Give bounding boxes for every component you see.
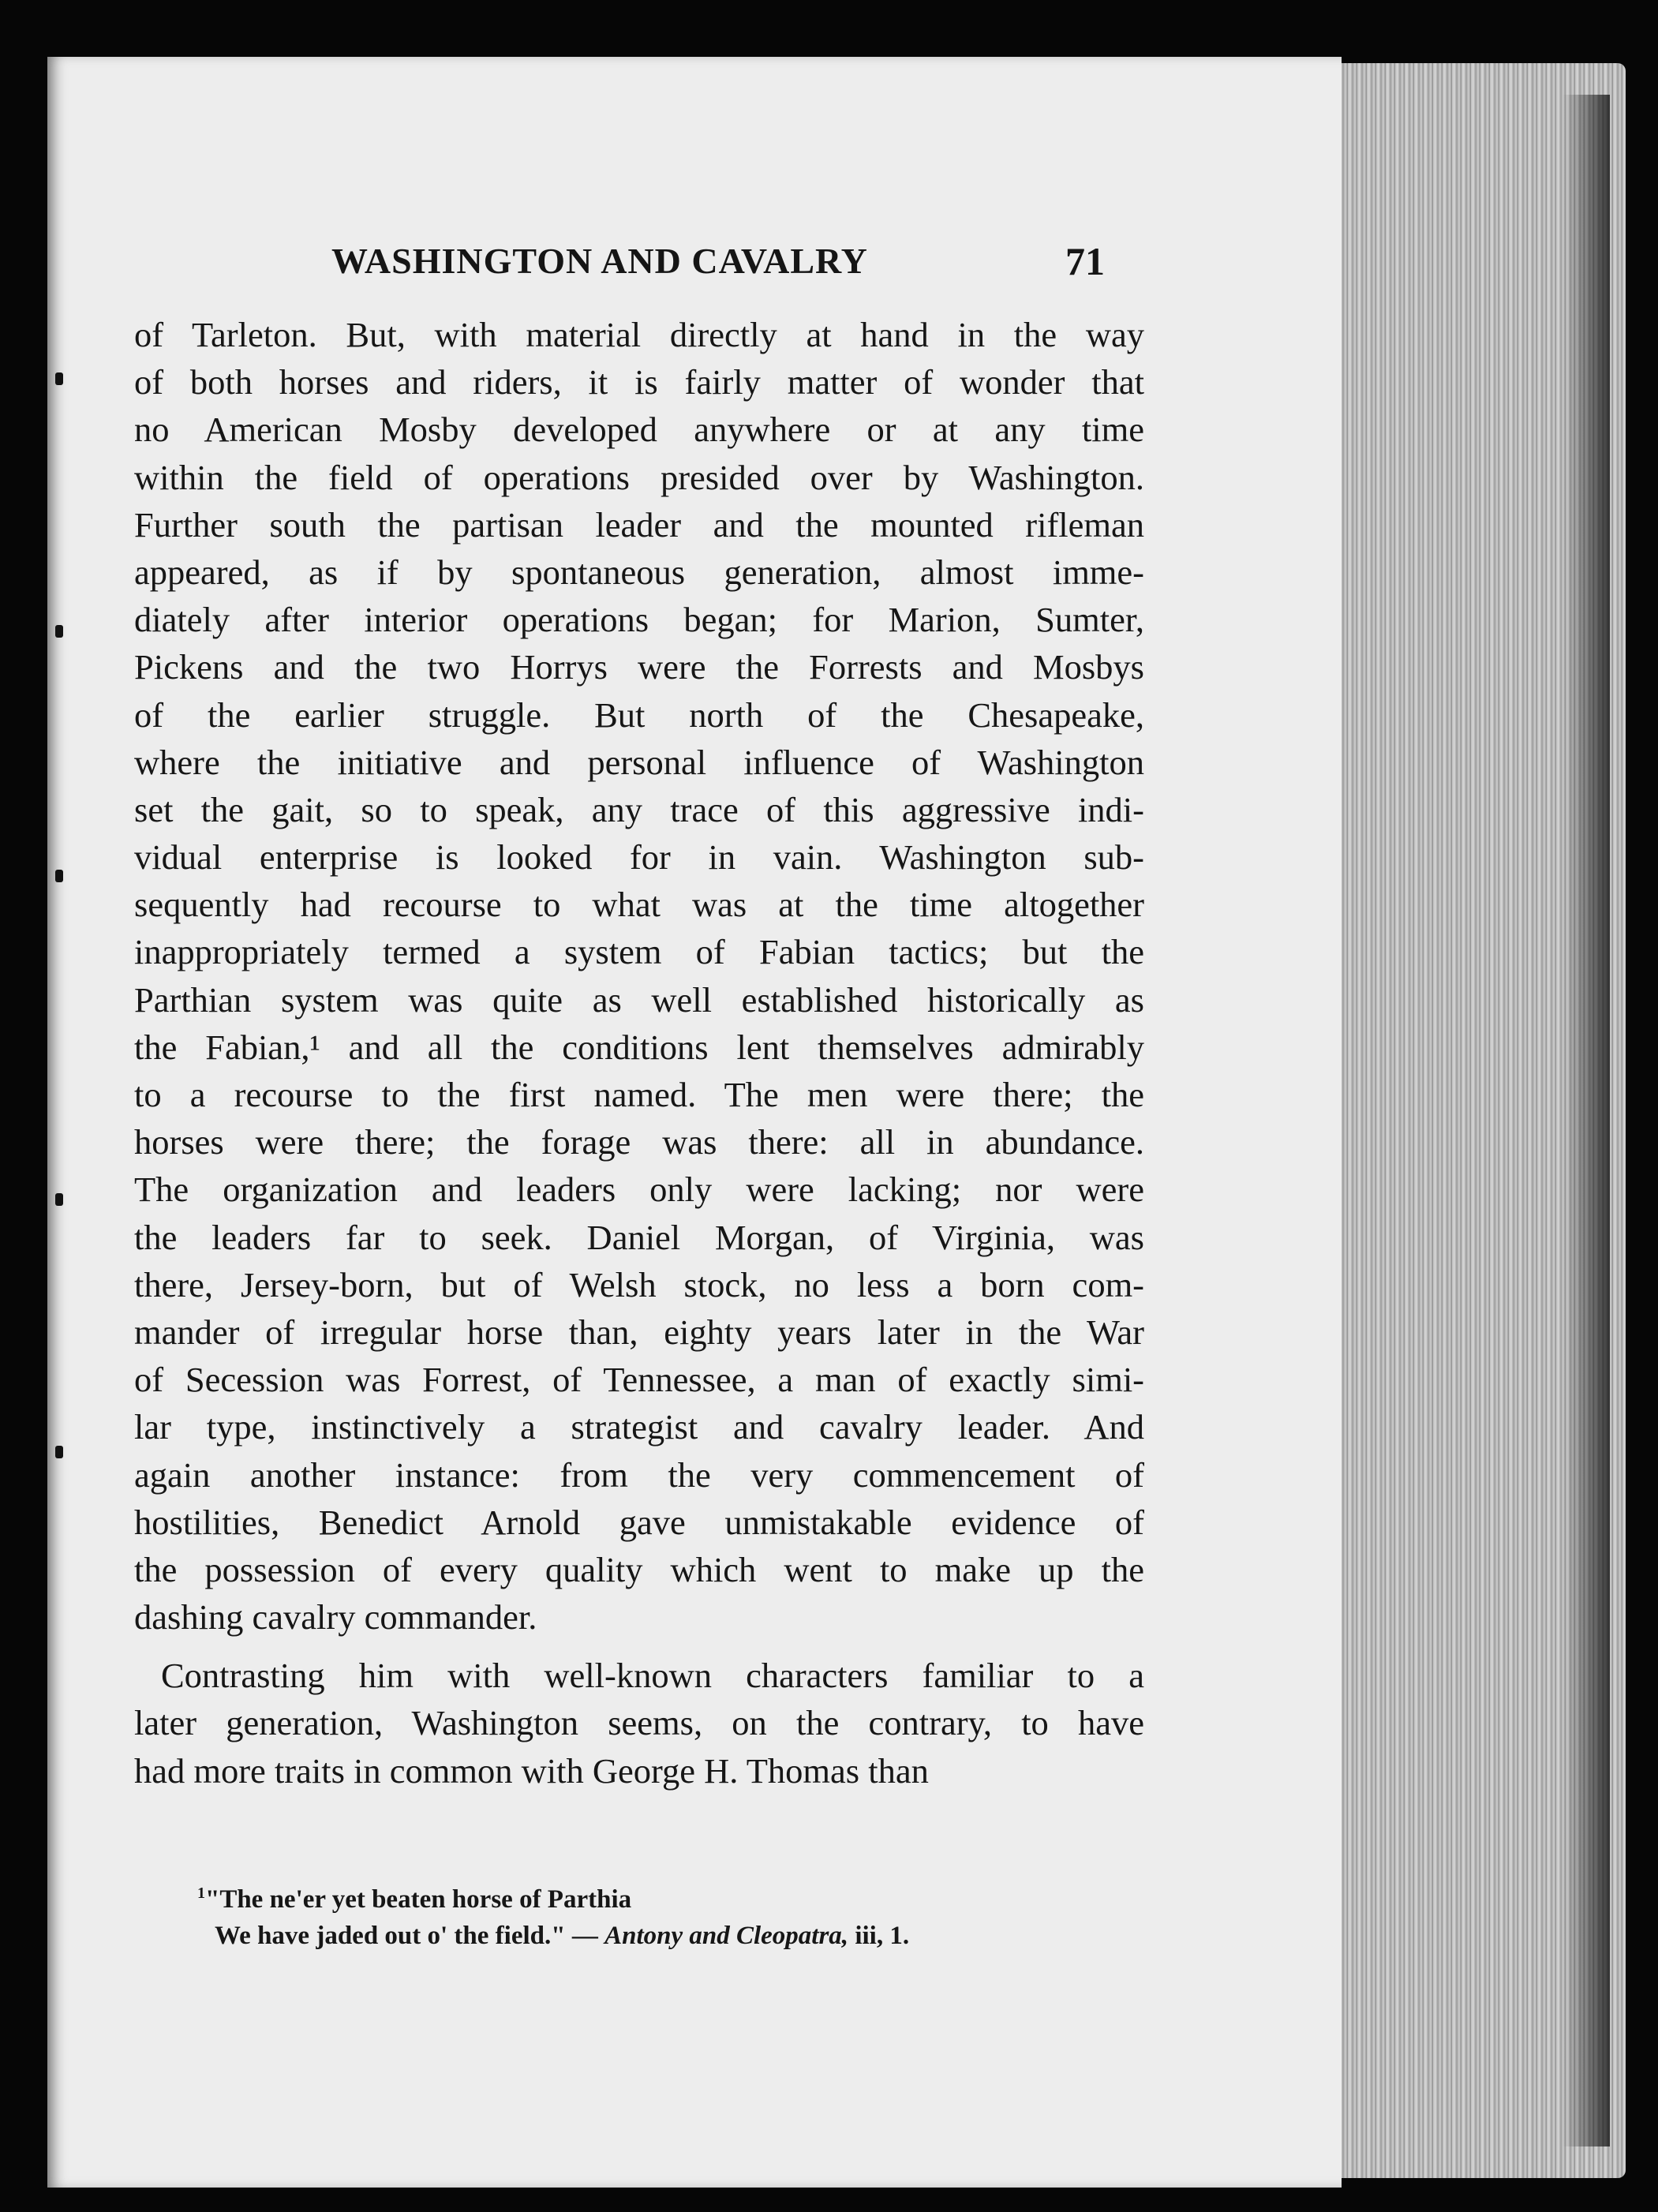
text-line: where the initiative and personal influence of Washington [134, 742, 1144, 782]
text-line: Further south the partisan leader and the mounted rifleman [134, 504, 1144, 545]
body-text [134, 311, 1144, 1795]
text-line: the leaders far to seek. Daniel Morgan, of Virginia, was [134, 1217, 1144, 1257]
footnote-marker: 1 [197, 1885, 205, 1902]
text-line: lar type, instinctively a strategist and cavalry leader. And [134, 1407, 1144, 1447]
text-line: of both horses and riders, it is fairly matter of wonder that [134, 362, 1144, 402]
text-line: Parthian system was quite as well established historically as [134, 979, 1144, 1020]
running-head: WASHINGTON AND CAVALRY [331, 241, 868, 281]
page-edge-shadow [1563, 95, 1610, 2147]
text-line: appeared, as if by spontaneous generation, almost imme- [134, 552, 1144, 592]
text-line: to a recourse to the first named. The men were there; the [134, 1075, 1144, 1114]
text-line: no American Mosby developed anywhere or at any time [134, 410, 1144, 450]
paragraph-1 [134, 311, 1144, 1641]
text-line: there, Jersey-born, but of Welsh stock, no less a born com- [134, 1264, 1144, 1304]
text-line: set the gait, so to speak, any trace of this aggressive indi- [134, 789, 1144, 829]
text-line: sequently had recourse to what was at the time altogether [134, 885, 1144, 925]
footnote [197, 1875, 1097, 1954]
text-line: mander of irregular horse than, eighty years later in the War [134, 1312, 1144, 1352]
text-line: had more traits in common with George H. Thomas than [134, 1750, 929, 1791]
text-line: the Fabian,¹ and all the conditions lent themselves admirably [134, 1027, 1144, 1067]
footnote-citation: Antony and Cleopatra, [604, 1922, 849, 1950]
text-line: the possession of every quality which went to make up the [134, 1549, 1144, 1589]
text-line: again another instance: from the very commencement of [134, 1454, 1144, 1495]
book-page [47, 57, 1342, 2188]
text-line: Contrasting him with well-known characters familiar to a [161, 1656, 1144, 1696]
page-number: 71 [1065, 239, 1105, 283]
text-line: within the field of operations presided over by Washington. [134, 457, 1144, 497]
footnote-line-1: $^1$"The ne'er yet beaten horse of Parthia [197, 1885, 632, 1914]
text-line: hostilities, Benedict Arnold gave unmistakable evidence of [134, 1502, 1144, 1542]
text-line: inappropriately termed a system of Fabian tactics; but the [134, 932, 1144, 972]
text-line: dashing cavalry commander. [134, 1597, 537, 1637]
page-header [47, 240, 1342, 287]
text-line: Pickens and the two Horrys were the Forrests and Mosbys [134, 647, 1144, 687]
footnote-line-2: We have jaded out o' the field." — Antony and Cleopatra, iii, 1. [215, 1922, 910, 1950]
text-line: horses were there; the forage was there: all in abundance. [134, 1122, 1144, 1162]
paragraph-2 [134, 1652, 1144, 1795]
text-line: of the earlier struggle. But north of the Chesapeake, [134, 694, 1144, 735]
text-line: vidual enterprise is looked for in vain. Washington sub- [134, 837, 1144, 878]
text-line: diately after interior operations began; for Marion, Sumter, [134, 600, 1144, 640]
text-line: of Secession was Forrest, of Tennessee, a man of exactly simi- [134, 1360, 1144, 1400]
text-line: of Tarleton. But, with material directly at hand in the way [134, 315, 1144, 354]
text-line: The organization and leaders only were lacking; nor were [134, 1170, 1144, 1210]
text-line: later generation, Washington seems, on the contrary, to have [134, 1703, 1144, 1743]
